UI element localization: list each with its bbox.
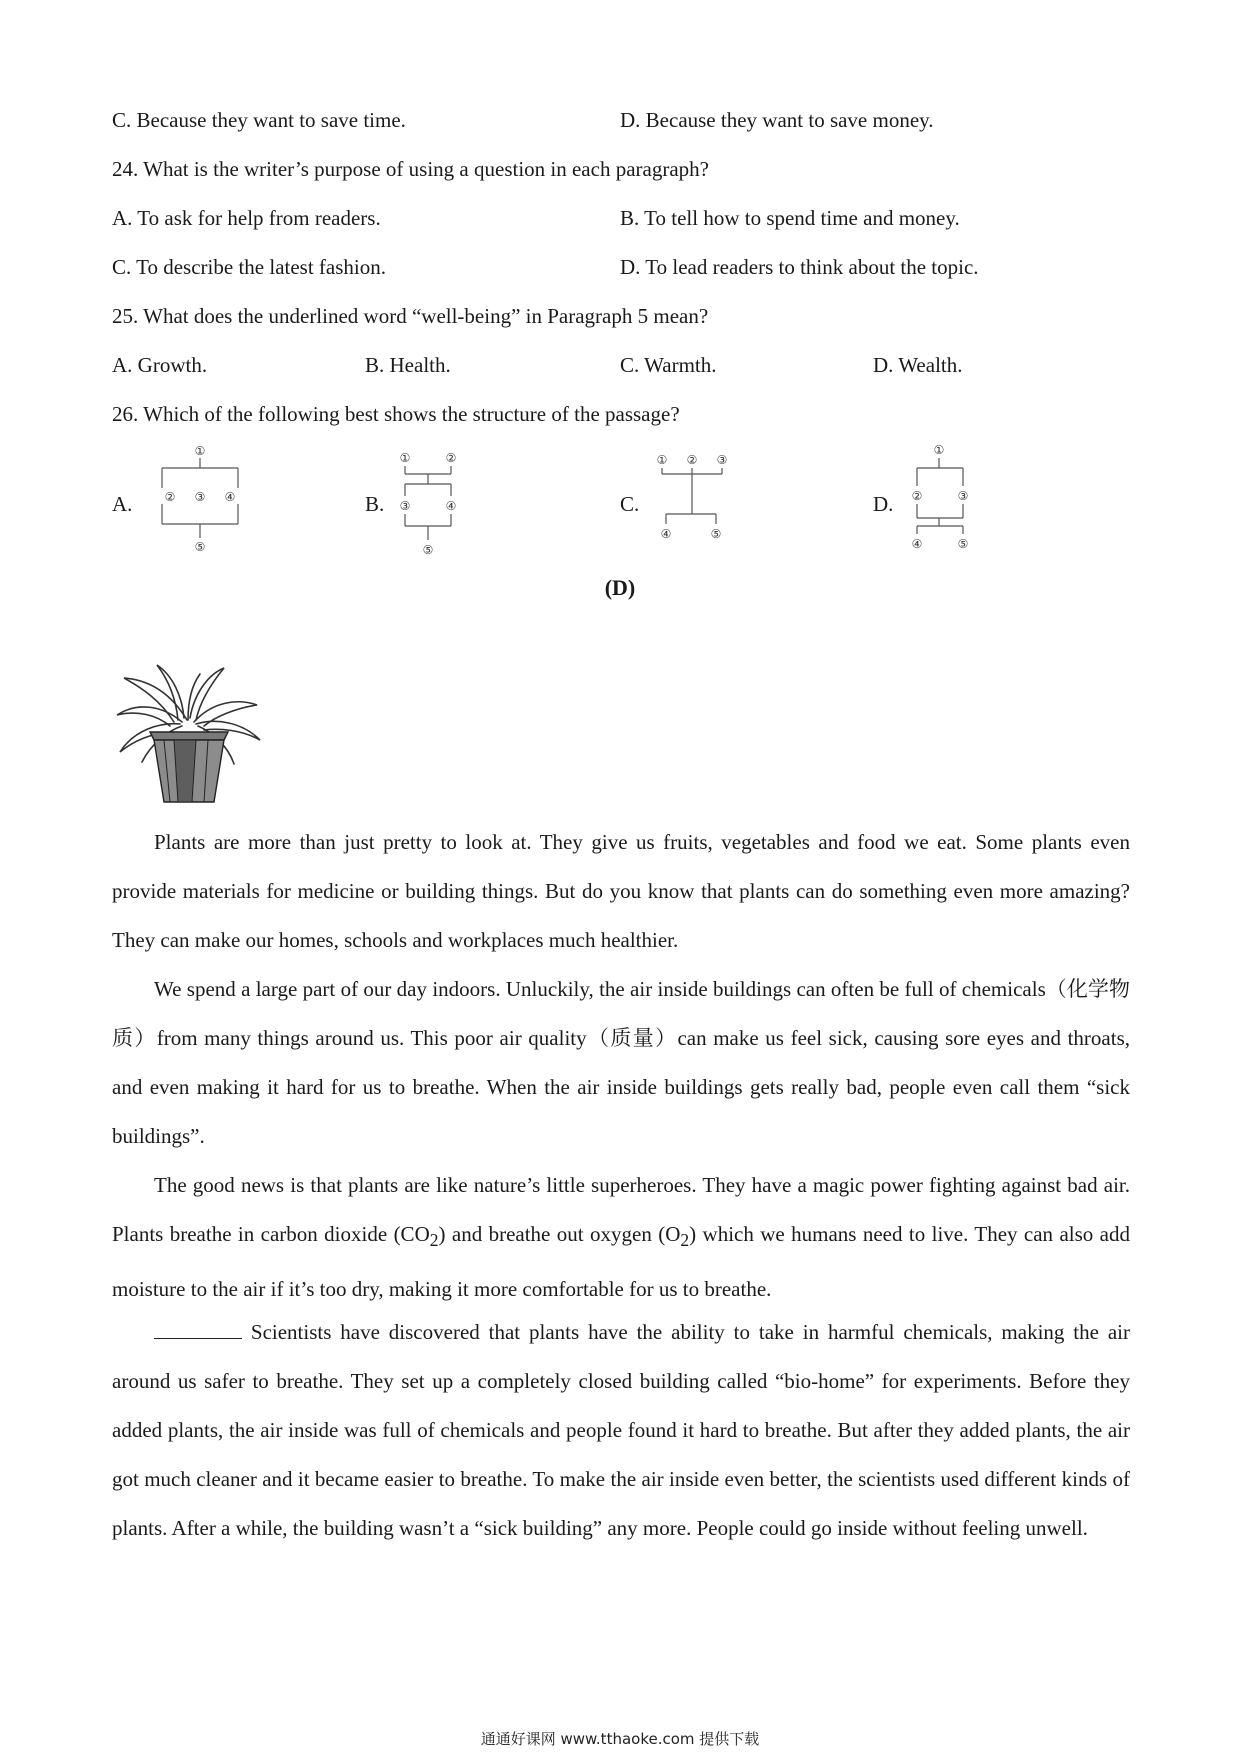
q26-option-a-label: A. bbox=[112, 492, 133, 516]
o2-subscript: 2 bbox=[680, 1230, 690, 1251]
q25-option-d: D. Wealth. bbox=[873, 353, 963, 377]
structure-diagram-a bbox=[142, 438, 252, 568]
section-title: (D) bbox=[604, 575, 636, 600]
q24-option-c: C. To describe the latest fashion. bbox=[112, 255, 386, 279]
node-2: ② bbox=[911, 489, 923, 503]
node-1: ① bbox=[194, 444, 206, 458]
q26-option-d-label: D. bbox=[873, 492, 894, 516]
node-2: ② bbox=[164, 490, 176, 504]
node-5: ⑤ bbox=[422, 543, 434, 557]
q23-option-c: C. Because they want to save time. bbox=[112, 108, 406, 132]
node-2: ② bbox=[445, 451, 457, 465]
q24-stem: 24. What is the writer’s purpose of using a question in each paragraph? bbox=[112, 157, 709, 181]
passage-paragraph-1 bbox=[112, 818, 1130, 965]
node-3: ③ bbox=[194, 490, 206, 504]
q24-option-d: D. To lead readers to think about the topic. bbox=[620, 255, 979, 279]
q24-option-b: B. To tell how to spend time and money. bbox=[620, 206, 960, 230]
node-5: ⑤ bbox=[710, 527, 722, 541]
node-4: ④ bbox=[911, 537, 923, 551]
paragraph-3-text-c: ) which we humans need to live. They can also add moisture to the air if it’s too dry, making it more comfortable for us to breathe. bbox=[112, 1222, 1130, 1302]
node-3: ③ bbox=[399, 499, 411, 513]
node-4: ④ bbox=[660, 527, 672, 541]
structure-diagram-b bbox=[395, 438, 505, 568]
node-2: ② bbox=[686, 453, 698, 467]
q26-option-c bbox=[620, 438, 820, 568]
passage-paragraph-3 bbox=[112, 1161, 1130, 1314]
q26-option-b bbox=[365, 438, 565, 568]
passage-paragraph-2 bbox=[112, 965, 1130, 1161]
node-1: ① bbox=[933, 443, 945, 457]
potted-plant-icon bbox=[112, 660, 262, 805]
diagram-b-nodes bbox=[400, 451, 457, 557]
q26-option-a bbox=[112, 438, 312, 568]
paragraph-3-text-a: The good news is that plants are like nature’s little superheroes. They have a magic power fighting against bad air. Plants breathe in carbon dioxide (CO bbox=[112, 1173, 1130, 1246]
q25-option-a: A. Growth. bbox=[112, 353, 208, 377]
node-3: ③ bbox=[716, 453, 728, 467]
node-1: ① bbox=[656, 453, 668, 467]
structure-diagram-d bbox=[903, 438, 1013, 568]
q24-option-a: A. To ask for help from readers. bbox=[112, 206, 381, 230]
node-4: ④ bbox=[224, 490, 236, 504]
node-5: ⑤ bbox=[957, 537, 969, 551]
paragraph-1-text: Plants are more than just pretty to look at. They give us fruits, vegetables and food we eat. Some plants even provide materials for medicine or building things. But do you know that plants can do something even more amazing? They can make our homes, schools and workplaces much healthier. bbox=[112, 830, 1130, 952]
structure-diagram-c bbox=[650, 438, 770, 568]
q26-option-b-label: B. bbox=[365, 492, 385, 516]
node-5: ⑤ bbox=[194, 540, 206, 554]
q26-stem: 26. Which of the following best shows the structure of the passage? bbox=[112, 402, 680, 426]
co2-subscript: 2 bbox=[429, 1230, 439, 1251]
paragraph-3-text-b: ) and breathe out oxygen (O bbox=[438, 1222, 681, 1246]
q25-stem: 25. What does the underlined word “well-being” in Paragraph 5 mean? bbox=[112, 304, 709, 328]
diagram-d-nodes bbox=[912, 443, 969, 551]
q25-option-b: B. Health. bbox=[365, 353, 451, 377]
node-1: ① bbox=[399, 451, 411, 465]
paragraph-2-text: We spend a large part of our day indoors. Unluckily, the air inside buildings can often be full of chemicals（化学物质）from many things around us. This poor air quality（质量）can make us feel sick, causing sore eyes and throats, and even making it hard for us to breathe. When the air inside buildings gets really bad, people even call them “sick buildings”. bbox=[112, 977, 1130, 1148]
q26-option-d bbox=[873, 438, 1073, 568]
paragraph-4-text: Scientists have discovered that plants have the ability to take in harmful chemicals, making the air around us safer to breathe. They set up a completely closed building called “bio-home” for experiments. Before they added plants, the air inside was full of chemicals and people found it hard to breathe. But after they added plants, the air got much cleaner and it became easier to breathe. To make the air inside even better, the scientists used different kinds of plants. After a while, the building wasn’t a “sick building” any more. People could go inside without feeling unwell. bbox=[112, 1320, 1130, 1540]
node-4: ④ bbox=[445, 499, 457, 513]
answer-blank[interactable] bbox=[154, 1320, 242, 1339]
q25-option-c: C. Warmth. bbox=[620, 353, 717, 377]
q23-option-d: D. Because they want to save money. bbox=[620, 108, 934, 132]
page-footer: 通通好课网 www.tthaoke.com 提供下载 bbox=[480, 1730, 760, 1748]
passage-paragraph-4 bbox=[112, 1308, 1130, 1553]
q26-option-c-label: C. bbox=[620, 492, 640, 516]
node-3: ③ bbox=[957, 489, 969, 503]
